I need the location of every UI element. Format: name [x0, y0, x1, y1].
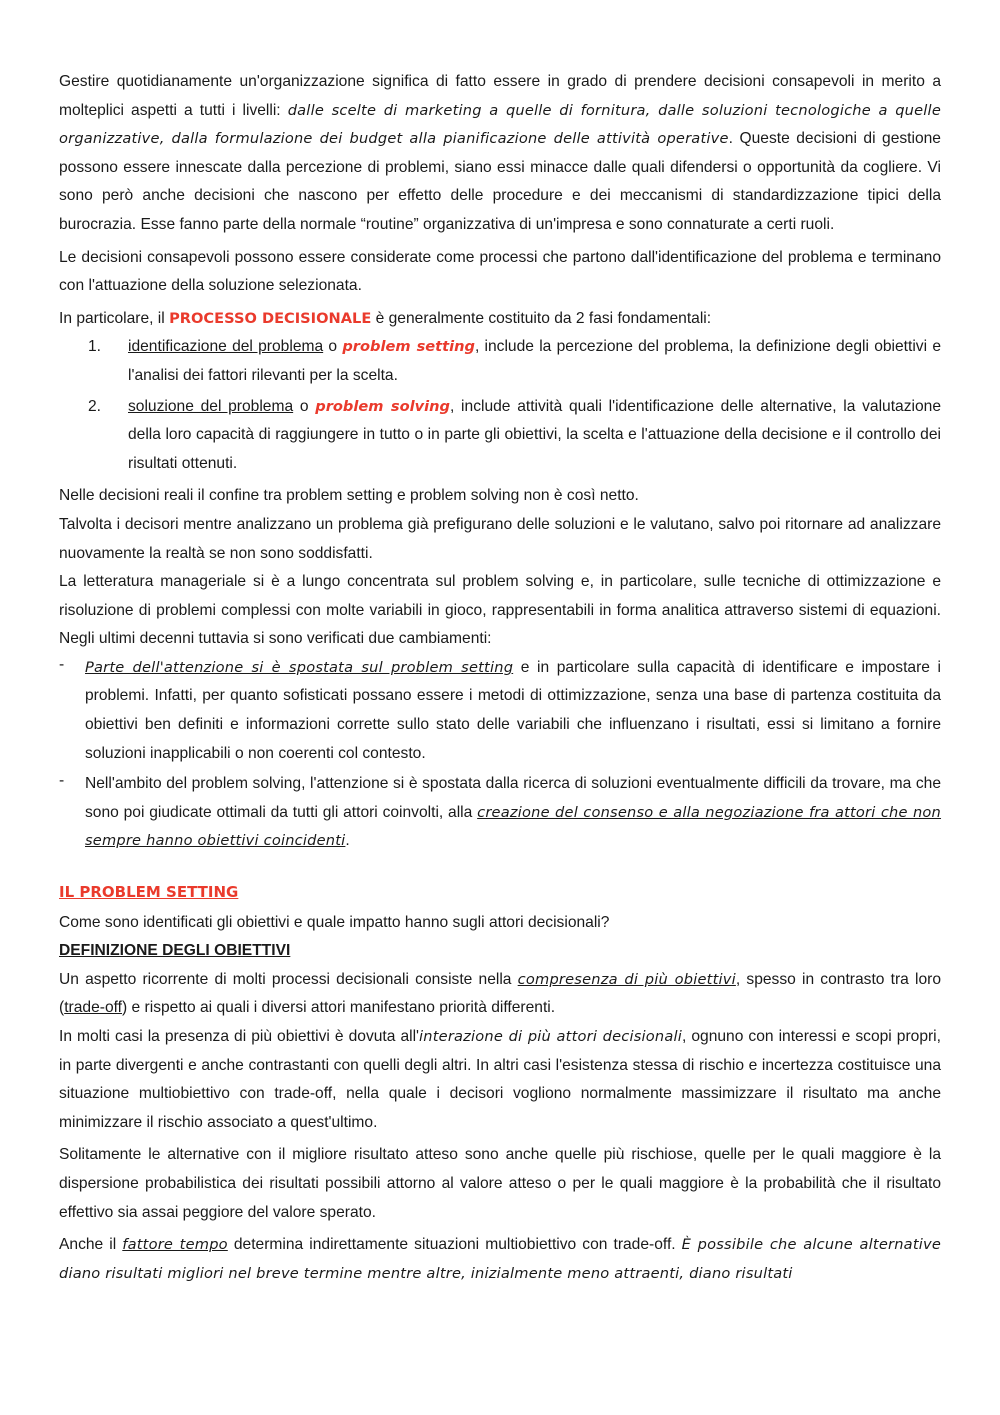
dash-marker: - — [59, 655, 65, 673]
paragraph-conscious-decisions: Le decisioni consapevoli possono essere considerate come processi che partono dall'identificazione del problema e terminano con l'attuazione della soluzione selezionata. — [59, 248, 941, 295]
decision-process-term: PROCESSO DECISIONALE — [169, 309, 372, 327]
trade-off-term: trade-off — [64, 999, 122, 1017]
paragraph-decision-process: In particolare, il PROCESSO DECISIONALE è generalmente costituito da 2 fasi fondamentali: — [59, 309, 712, 327]
paragraph-risk: Solitamente le alternative con il migliore risultato atteso sono anche quelle più rischiose, quelle per le quali maggiore è la dispersione probabilistica dei risultati possibili attorno al valore atteso o per le quali maggiore è la probabilità che il risultato effettivo sia assai peggiore del valore sperato. — [59, 1146, 941, 1221]
paragraph-boundary: Nelle decisioni reali il confine tra problem setting e problem solving non è così netto. — [59, 487, 639, 505]
paragraph-decisors: Talvolta i decisori mentre analizzano un problema già prefigurano delle soluzioni e le valutano, salvo poi ritornare ad analizzare nuovamente la realtà se non sono soddisfatti. — [59, 515, 941, 562]
paragraph-time-factor: Anche il fattore tempo determina indirettamente situazioni multiobiettivo con trade-off. È possibile che alcune alternative diano risultati migliori nel breve termine mentre altre, inizialmente meno attraenti, diano risultati — [59, 1236, 942, 1282]
phase-english-term: problem setting — [342, 338, 475, 356]
list-item: - Nell'ambito del problem solving, l'attenzione si è spostata dalla ricerca di soluzioni eventualmente difficili da trovare, ma che sono poi giudicate ottimali da tutti gli attori coinvolti, alla creazione del consenso e alla negoziazione fra attori che non sempre hanno obiettivi coincidenti. — [59, 770, 941, 856]
paragraph-actors: In molti casi la presenza di più obiettivi è dovuta all'interazione di più attori decisionali, ognuno con interessi e scopi propri, in parte divergenti e anche contrastanti con quelli degli altri. In altri casi l'esistenza stessa di rischio e incertezza costituisce una situazione multiobiettivo con trade-off, nella quale i decisori vogliono normalmente massimizzare il risultato ma anche minimizzare il rischio associato a quest'ultimo. — [59, 1028, 941, 1131]
list-item: - Parte dell'attenzione si è spostata sul problem setting e in particolare sulla capacità di identificare e impostare i problemi. Infatti, per quanto sofisticati possano essere i metodi di ottimizzazione, senza una base di partenza costituita da obiettivi ben definiti e informazioni corrette sullo stato delle variabili che influenzano i risultati, essi si limitano a fornire soluzioni inapplicabili o non coerenti col contesto. — [59, 654, 941, 768]
objectives-emphasis: compresenza di più obiettivi — [517, 970, 736, 988]
list-number: 2. — [88, 397, 102, 415]
phase-english-term: problem solving — [315, 397, 451, 415]
dash-marker: - — [59, 772, 65, 790]
change-emphasis: creazione del consenso e alla negoziazione fra attori che non sempre hanno obiettivi coincidenti — [85, 803, 942, 850]
paragraph-literature: La letteratura manageriale si è a lungo concentrata sul problem solving e, in particolare, sulle tecniche di ottimizzazione e risoluzione di problemi complessi con molte variabili in gioco, rappresentabili in forma analitica attraverso sistemi di equazioni. Negli ultimi decenni tuttavia si sono verificati due cambiamenti: — [59, 573, 941, 648]
changes-list — [59, 654, 941, 856]
paragraph-intro: Gestire quotidianamente un'organizzazione significa di fatto essere in grado di prendere decisioni consapevoli in merito a molteplici aspetti a tutti i livelli: dalle scelte di marketing a quelle di fornitura, dalle soluzioni tecnologiche a quelle organizzative, dalla formulazione dei budget alla pianificazione delle attività operative. Queste decisioni di gestione possono essere innescate dalla percezione di problemi, siano essi minacce dalle quali difendersi o opportunità da cogliere. Vi sono però anche decisioni che nascono per effetto delle procedure e dei meccanismi di standardizzazione tipici della burocrazia. Esse fanno parte della normale “routine” organizzativa di un'impresa e sono connaturate a certi ruoli. — [59, 73, 941, 233]
change-emphasis: Parte dell'attenzione si è spostata sul problem setting — [85, 658, 514, 676]
list-number: 1. — [88, 338, 102, 356]
section-heading: IL PROBLEM SETTING — [59, 883, 239, 902]
list-item: 2. soluzione del problema o problem solving, include attività quali l'identificazione delle alternative, la valutazione della loro capacità di raggiungere in tutto o in parte gli obiettivi, la scelta e l'attuazione della decisione e il controllo dei risultati ottenuti. — [59, 393, 941, 479]
list-item: 1. identificazione del problema o problem setting, include la percezione del problema, la definizione degli obiettivi e l'analisi dei fattori rilevanti per la scelta. — [59, 333, 941, 390]
paragraph-multiple-objectives: Un aspetto ricorrente di molti processi decisionali consiste nella compresenza di più obiettivi, spesso in contrasto tra loro (trade-off) e rispetto ai quali i diversi attori manifestano priorità differenti. — [59, 970, 942, 1017]
phase-term: identificazione del problema — [128, 338, 324, 356]
actors-emphasis: interazione di più attori decisionali — [419, 1028, 683, 1045]
subsection-heading: DEFINIZIONE DEGLI OBIETTIVI — [59, 942, 291, 960]
phase-term: soluzione del problema — [128, 397, 294, 415]
time-factor-emphasis: È possibile che alcune alternative diano risultati migliori nel breve termine mentre altre, inizialmente meno attraenti, diano risultati — [59, 1236, 942, 1282]
question: Come sono identificati gli obiettivi e quale impatto hanno sugli attori decisionali? — [59, 913, 610, 931]
time-factor-term: fattore tempo — [122, 1236, 228, 1254]
phases-list — [59, 333, 941, 478]
document-page — [59, 68, 941, 1292]
intro-emphasis: dalle scelte di marketing a quelle di fornitura, dalle soluzioni tecnologiche a quelle organizzative, dalla formulazione dei budget alla pianificazione delle attività operative — [59, 101, 941, 148]
